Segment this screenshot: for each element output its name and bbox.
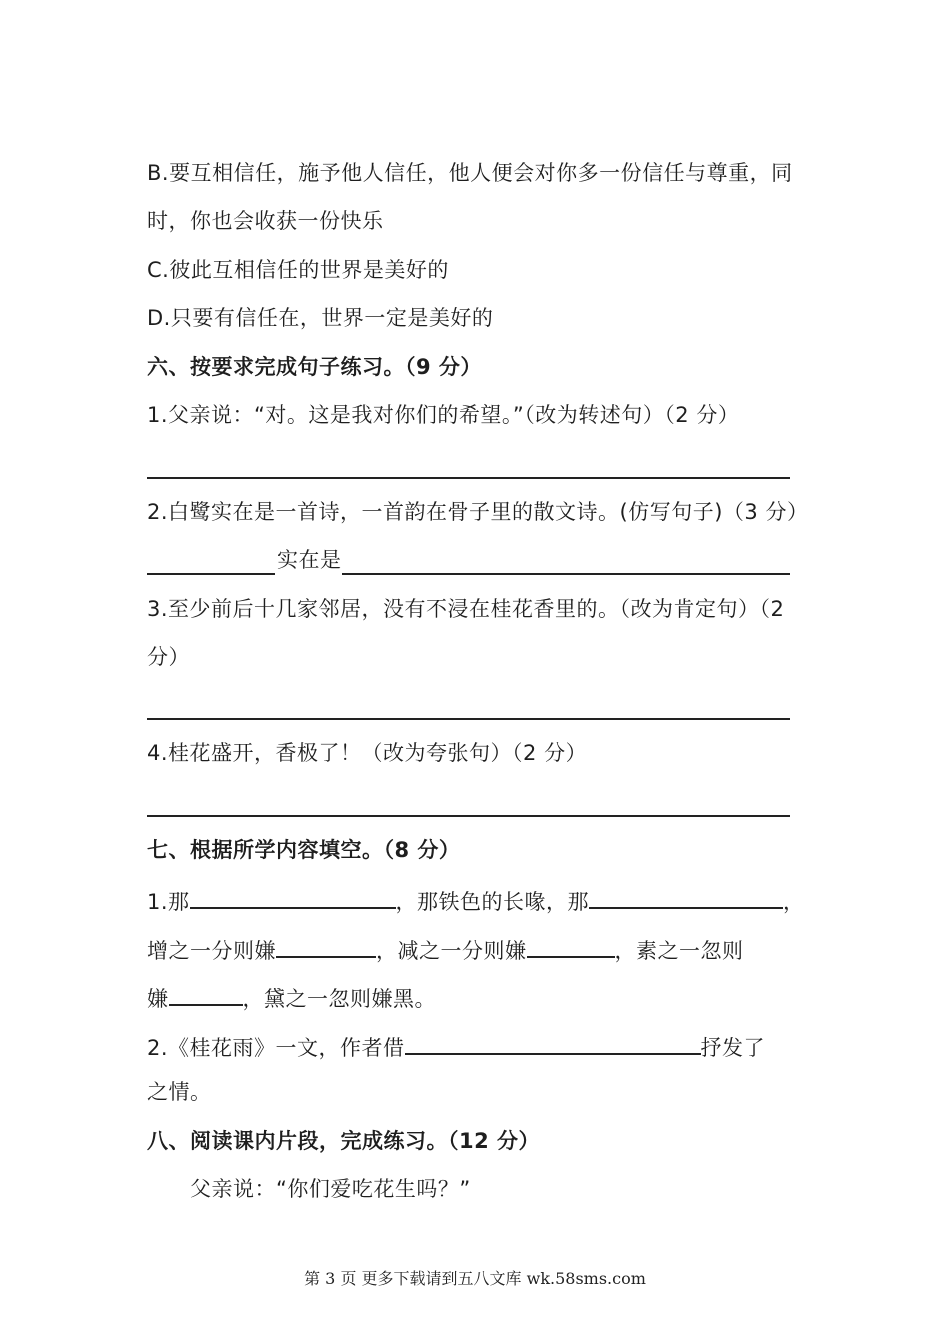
section-7-q1-line2 (147, 932, 744, 966)
q2-text-a: 2.《桂花雨》一文，作者借 (147, 1036, 405, 1060)
option-c: C.彼此互相信任的世界是美好的 (147, 258, 449, 282)
answer-line-q1[interactable] (147, 477, 790, 479)
answer-line-q4[interactable] (147, 815, 790, 817)
q1-text-a: 1.那 (147, 890, 190, 914)
section-7-q2-line2: 之情。 (147, 1080, 212, 1104)
q1-text-e: ，减之一分则嫌 (376, 939, 527, 963)
option-b-line2: 时，你也会收获一份快乐 (147, 209, 384, 233)
answer-blank-q2-subject[interactable] (147, 573, 275, 575)
q1-text-b: ，那铁色的长喙，那 (395, 890, 590, 914)
section-6-heading: 六、按要求完成句子练习。（9 分） (147, 355, 482, 379)
blank-q1-2[interactable] (589, 883, 783, 909)
section-6-q4: 4.桂花盛开，香极了！（改为夸张句）（2 分） (147, 741, 588, 765)
q1-text-d: 增之一分则嫌 (147, 939, 276, 963)
section-7-q2-line1 (147, 1029, 765, 1063)
section-7-q1-line3 (147, 980, 436, 1014)
section-6-q1: 1.父亲说：“对。这是我对你们的希望。”（改为转述句）（2 分） (147, 403, 740, 427)
option-b-line1: B.要互相信任，施予他人信任，他人便会对你多一份信任与尊重，同 (147, 161, 793, 185)
q1-text-c: ， (783, 890, 805, 914)
q1-text-h: ，黛之一忽则嫌黑。 (242, 987, 436, 1011)
section-7-q1-line1 (147, 883, 805, 917)
section-8-para1: 父亲说：“你们爱吃花生吗？” (190, 1177, 471, 1201)
answer-blank-q2-predicate[interactable] (342, 573, 790, 575)
section-7-heading: 七、根据所学内容填空。（8 分） (147, 838, 461, 862)
blank-q1-4[interactable] (527, 932, 615, 958)
blank-q2-1[interactable] (405, 1029, 701, 1055)
section-6-q2-mid: 实在是 (277, 548, 342, 572)
option-d: D.只要有信任在，世界一定是美好的 (147, 306, 494, 330)
page-footer: 第 3 页 更多下载请到五八文库 wk.58sms.com (304, 1269, 646, 1288)
blank-q1-1[interactable] (190, 883, 396, 909)
section-6-q3-line1: 3.至少前后十几家邻居，没有不浸在桂花香里的。（改为肯定句）（2 (147, 597, 785, 621)
blank-q1-5[interactable] (169, 980, 243, 1006)
q1-text-f: ，素之一忽则 (614, 939, 744, 963)
section-6-q2: 2.白鹭实在是一首诗，一首韵在骨子里的散文诗。(仿写句子)（3 分） (147, 500, 809, 524)
section-8-heading: 八、阅读课内片段，完成练习。（12 分） (147, 1129, 541, 1153)
answer-line-q3[interactable] (147, 718, 790, 720)
q2-text-b: 抒发了 (700, 1036, 766, 1060)
section-6-q3-line2: 分） (147, 645, 190, 669)
blank-q1-3[interactable] (276, 932, 376, 958)
q1-text-g: 嫌 (147, 987, 169, 1011)
